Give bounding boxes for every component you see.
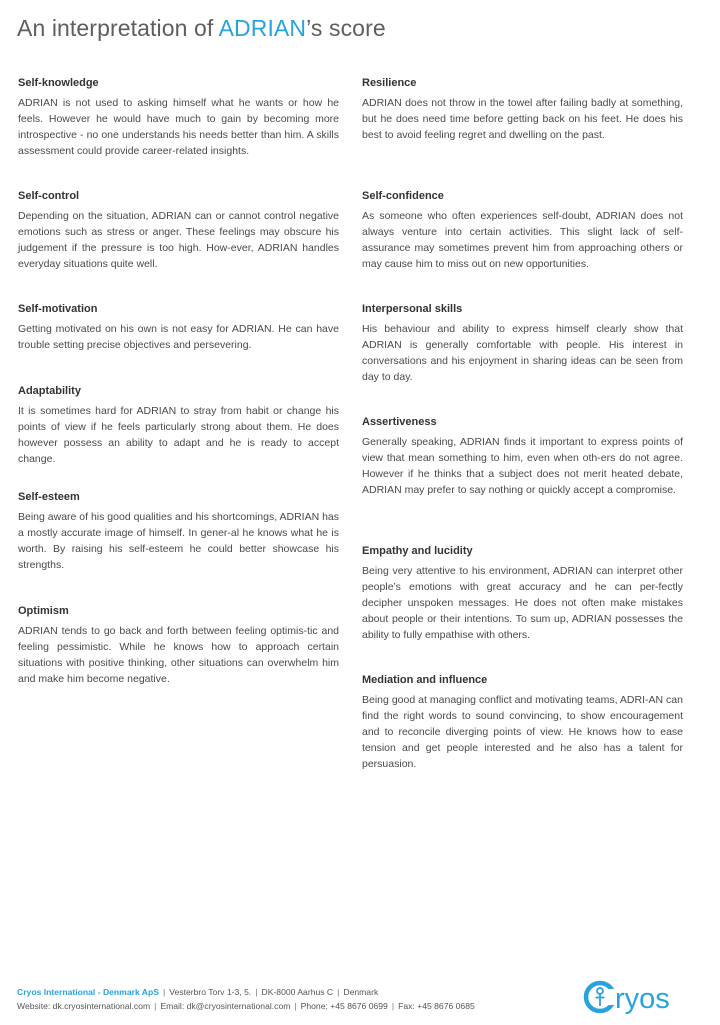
section-text: ADRIAN is not used to asking himself what he wants or how he feels. However he would have much to gain by becoming more introspective - no one understands his needs better than him. A skills assessment could provide career-related insights. bbox=[18, 97, 339, 157]
section-mediation-and-influence bbox=[362, 674, 683, 772]
section-text: It is sometimes hard for ADRIAN to stray from habit or change his points of view if he feels particularly strong about them. He does however possess an ability to adapt and he is ready to accept change. bbox=[18, 405, 339, 465]
logo-wordmark: ryos bbox=[615, 983, 670, 1015]
section-title: Resilience bbox=[362, 77, 417, 89]
section-title: Mediation and influence bbox=[362, 674, 488, 686]
footer bbox=[17, 985, 475, 1013]
footer-email[interactable]: Email: dk@cryosinternational.com bbox=[160, 1001, 291, 1011]
section-resilience bbox=[362, 77, 683, 190]
section-text: Being good at managing conflict and motivating teams, ADRI-AN can find the right words to sound convincing, to show encouragement and to reconcile diverging points of view. He knows how to ease tension and get people interested and he also has a talent for persuasion. bbox=[362, 694, 683, 770]
section-self-knowledge bbox=[18, 77, 339, 190]
section-title: Self-esteem bbox=[18, 491, 80, 503]
section-title: Self-knowledge bbox=[18, 77, 99, 89]
cryos-logo-graphic bbox=[583, 976, 685, 1020]
section-text: His behaviour and ability to express himself clearly show that ADRIAN is generally comfortable with people. His interest in conversations and his enjoyment in sharing ideas can be seen from day to day. bbox=[362, 323, 683, 383]
section-assertiveness bbox=[362, 416, 683, 545]
section-title: Empathy and lucidity bbox=[362, 545, 473, 557]
title-name: ADRIAN bbox=[218, 15, 307, 41]
title-suffix: ’s score bbox=[306, 15, 386, 41]
footer-address-line: Cryos International - Denmark ApS | Vesterbro Torv 1-3, 5. | DK-8000 Aarhus C | Denmark bbox=[17, 987, 379, 997]
right-column bbox=[362, 77, 683, 772]
section-title: Assertiveness bbox=[362, 416, 437, 428]
section-adaptability bbox=[18, 385, 339, 491]
section-title: Self-confidence bbox=[362, 190, 444, 202]
cryos-logo bbox=[583, 976, 685, 1020]
section-title: Optimism bbox=[18, 605, 69, 617]
section-title: Self-motivation bbox=[18, 303, 98, 315]
footer-phone: Phone: +45 8676 0699 bbox=[300, 1001, 388, 1011]
section-text: Being aware of his good qualities and his shortcomings, ADRIAN has a mostly accurate image of himself. In gener-al he knows what he is worth. By raising his self-esteem he could better showcase his strengths. bbox=[18, 511, 340, 571]
section-empathy-and-lucidity bbox=[362, 545, 683, 674]
footer-address2: DK-8000 Aarhus C bbox=[261, 987, 334, 997]
section-text: ADRIAN tends to go back and forth between feeling optimis-tic and feeling pessimistic. While he knows how to approach certain situations with positive thinking, other situations can overwhelm him and make him become negative. bbox=[18, 625, 339, 685]
section-interpersonal-skills bbox=[362, 303, 683, 416]
section-optimism bbox=[18, 605, 339, 687]
section-text: As someone who often experiences self-doubt, ADRIAN does not always venture into certain activities. This slight lack of self-assurance may sometimes prevent him from approaching others or may cause him to miss out on new opportunities. bbox=[362, 210, 683, 270]
section-title: Adaptability bbox=[18, 385, 81, 397]
section-self-confidence bbox=[362, 190, 683, 303]
section-title: Self-control bbox=[18, 190, 80, 202]
title-prefix: An interpretation of bbox=[17, 15, 219, 41]
footer-contact-line: Website: dk.cryosinternational.com | Email: dk@cryosinternational.com | Phone: +45 8676 0699 | Fax: +45 8676 0685 bbox=[17, 1001, 475, 1011]
section-self-motivation bbox=[18, 303, 339, 385]
footer-company: Cryos International - Denmark ApS bbox=[17, 987, 159, 997]
footer-country: Denmark bbox=[343, 987, 379, 997]
section-text: Depending on the situation, ADRIAN can or cannot control negative emotions such as stress or anger. These feelings may obscure his judgement if the pressure is too high. How-ever, ADRIAN handles everyday situations quite well. bbox=[18, 210, 339, 270]
footer-website[interactable]: Website: dk.cryosinternational.com bbox=[17, 1001, 151, 1011]
left-column bbox=[18, 77, 339, 687]
section-text: Generally speaking, ADRIAN finds it important to express points of view that mean something to him, even when oth-ers do not agree. However if he thinks that a subject does not merit heated debate, ADRIAN may prefer to say nothing or quickly accept a compromise. bbox=[362, 436, 683, 496]
section-self-control bbox=[18, 190, 339, 303]
section-text: Being very attentive to his environment, ADRIAN can interpret other people’s emotions with great accuracy and he can per-fectly decipher unspoken messages. He does not often make mistakes about people or their intentions. To sum up, ADRIAN possesses the ability to fully empathise with others. bbox=[362, 565, 683, 641]
section-title: Interpersonal skills bbox=[362, 303, 463, 315]
section-self-esteem bbox=[18, 491, 339, 605]
section-text: ADRIAN does not throw in the towel after failing badly at something, but he does need time before getting back on his feet. He does his best to avoid feeling regret and dwelling on the past. bbox=[362, 97, 683, 141]
footer-fax: Fax: +45 8676 0685 bbox=[398, 1001, 475, 1011]
page-title bbox=[17, 15, 386, 42]
logo-ankh-head bbox=[597, 988, 603, 994]
section-text: Getting motivated on his own is not easy for ADRIAN. He can have trouble setting precise objectives and persevering. bbox=[18, 323, 339, 351]
footer-address1: Vesterbro Torv 1-3, 5. bbox=[169, 987, 252, 997]
